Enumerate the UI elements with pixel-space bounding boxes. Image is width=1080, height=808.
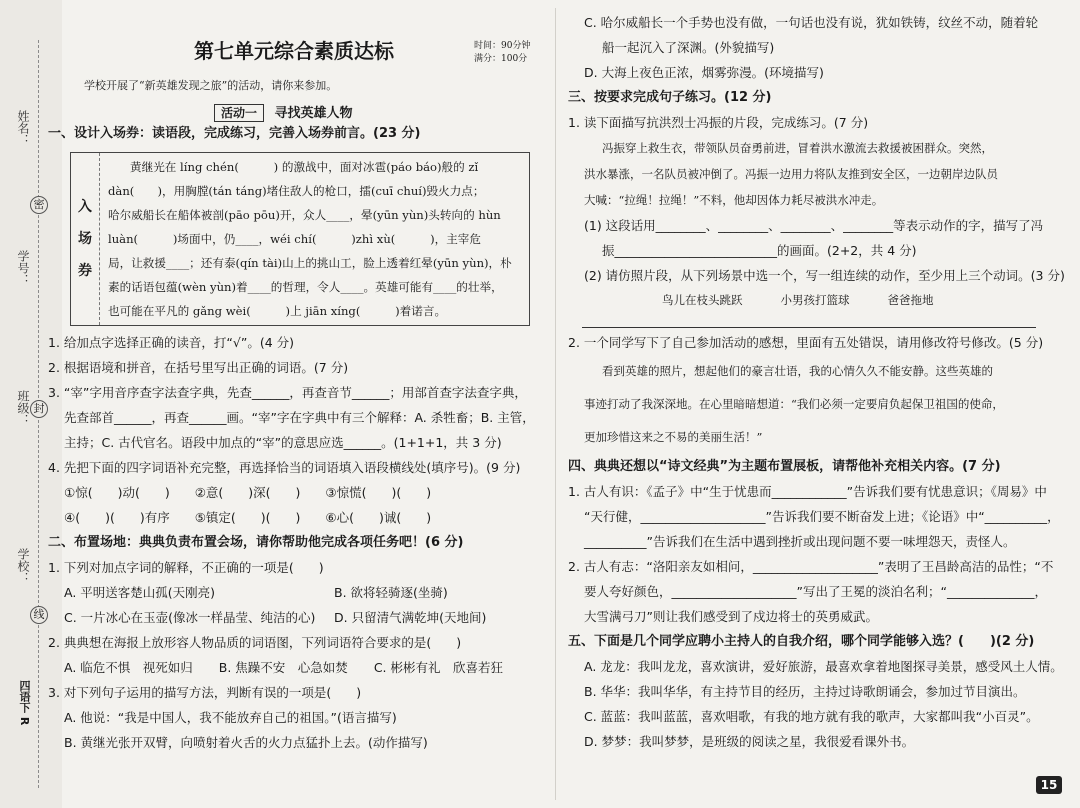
passage-line: 黄继光在 líng chén( ) 的激战中，面对冰雹(páo báo)般的 zǐ [130,160,479,174]
scene-options [568,288,1052,313]
name-label: 姓名： [16,110,30,146]
b1-options-row2 [48,605,548,630]
option-b: B. 焦躁不安 心急如焚 [218,660,348,675]
question-3-line1: 3. “宰”字用音序查字法查字典，先查______，再查音节______；用部首查字法查字典， [48,385,527,400]
class-label: 班级： [16,390,30,426]
option-c: C. 一片冰心在玉壶(像冰一样晶莹、纯洁的心) [64,610,316,625]
b-question-1: 1. 下列对加点字词的解释，不正确的一项是( ) [48,560,324,575]
d-question-2-line2: 要人夸好颜色，____________________”写出了王冕的淡泊名利；“______________， [584,584,1047,599]
question-1: 1. 给加点字选择正确的读音，打“√”。(4 分) [48,335,294,350]
e-option-d: D. 梦梦：我叫梦梦，是班级的阅读之星，我很爱看课外书。 [584,734,915,749]
passage-line: 也可能在平凡的 gǎng wèi( )上 jiān xíng( )着诺言。 [108,304,447,318]
section-3-heading: 三、按要求完成句子练习。(12 分) [568,90,772,105]
passage-line: 哈尔威船长在船体被剖(pāo pōu)开，众人____，晕(yūn yùn)头转向的 hùn [108,208,501,222]
page-divider [555,8,556,800]
section-4-heading: 四、典典还想以“诗文经典”为主题布置展板，请帮他补充相关内容。(7 分) [568,459,1001,474]
full-score: 满分：100分 [474,54,528,64]
c1-subquestion-1: (1) 这段话用________、________、________、________等表示动作的字，描写了冯 [584,218,1044,233]
c-question-1: 1. 读下面描写抗洪烈士冯振的片段，完成练习。(7 分) [568,115,869,130]
page-number: 15 [1036,776,1062,794]
c1-subquestion-2: (2) 请仿照片段，从下列场景中选一个，写一组连续的动作，至少用上三个动词。(3 分) [584,268,1065,283]
ticket-passage [100,153,520,325]
b3-option-b: B. 黄继光张开双臂，向喷射着火舌的火力点猛扑上去。(动作描写) [64,735,428,750]
question-2: 2. 根据语境和拼音，在括号里写出正确的词语。(7 分) [48,360,349,375]
b2-options [48,655,548,680]
activity-tag: 活动一 [214,104,264,122]
entry-ticket [70,152,530,326]
answer-line [582,319,1036,328]
passage-line: dàn( )，用胸膛(tán táng)堵住敌人的枪口，擂(cuī chuí)毁火力点； [108,184,485,198]
student-id-label: 学号： [16,250,30,286]
b3-option-c: C. 哈尔威船长一个手势也没有做，一句话也没有说，犹如铁铸，纹丝不动，随着轮 [584,15,1039,30]
passage-line: 冯振穿上救生衣，带领队员奋勇前进，冒着洪水激流去救援被困群众。突然， [602,141,993,155]
b3-option-c-cont: 船一起沉入了深渊。(外貌描写) [602,40,775,55]
seal-mark-feng: 封 [30,400,48,418]
seal-mark-mi: 密 [30,196,48,214]
b3-option-a: A. 他说：“我是中国人，我不能放弃自己的祖国。”(语言描写) [64,710,397,725]
section-2-heading: 二、布置场地：典典负责布置会场，请你帮助他完成各项任务吧！(6 分) [48,535,464,550]
question-3-line3: 主持；C. 古代官名。语段中加点的“宰”的意思应选______。(1+1+1，共 3 分) [64,435,502,450]
c-question-2: 2. 一个同学写下了自己参加活动的感想，里面有五处错误，请用修改符号修改。(5 分) [568,335,1044,350]
d-question-2: 2. 古人有志：“洛阳亲友如相问，____________________”表明了王昌龄高洁的品性；“不 [568,559,1054,574]
activity-name: 寻找英雄人物 [274,106,353,121]
right-column [568,15,1065,754]
d-question-2-line3: 大雪满弓刀”则让我们感受到了戍边将士的英勇威武。 [584,609,878,624]
section-1-heading: 一、设计入场券：读语段，完成练习，完善入场券前言。(23 分) [48,126,421,141]
option-c: C. 彬彬有礼 欣喜若狂 [373,660,503,675]
section-5-heading: 五、下面是几个同学应聘小主持人的自我介绍，哪个同学能够入选？( )(2 分) [568,634,1035,649]
b-question-2: 2. 典典想在海报上放形容人物品质的词语图，下列词语符合要求的是( ) [48,635,462,650]
passage-line: 局，让救援____；还有泰(qín tài)山上的挑山工，脸上透着红晕(yūn yùn)，朴 [108,256,512,270]
seal-mark-xian: 线 [30,606,48,624]
page-title: 第七单元综合素质达标 [194,39,394,63]
left-column [48,36,548,755]
d-question-1-line2: “天行健，____________________”告诉我们要不断奋发上进；《论语》中“__________， [584,509,1060,524]
scene-option: 小男孩打篮球 [780,293,850,307]
ticket-char: 场 [78,231,92,247]
activity-badge [214,102,353,121]
d-question-1-line3: __________”告诉我们在生活中遇到挫折或出现问题不要一味埋怨天，责怪人。 [584,534,1016,549]
school-label: 学校： [16,548,30,584]
scene-option: 爸爸拖地 [887,293,934,307]
c1-subquestion-1-cont: 振__________________________的画面。(2+2，共 4 分) [602,243,917,258]
brand-label: 四语下 R [18,680,31,726]
question-4-row2: ④( )( )有序 ⑤镇定( )( ) ⑥心( )诚( ) [64,510,432,525]
passage-line: 洪水暴涨，一名队员被冲倒了。冯振一边用力将队友推到安全区，一边朝岸边队员 [584,167,998,181]
b3-option-d: D. 大海上夜色正浓，烟雾弥漫。(环境描写) [584,65,824,80]
passage-line: 素的话语包蕴(wèn yùn)着____的哲理，令人____。英雄可能有____的壮举， [108,280,503,294]
question-4-row1: ①惊( )动( ) ②意( )深( ) ③惊慌( )( ) [64,485,432,500]
question-4: 4. 先把下面的四字词语补充完整，再选择恰当的词语填入语段横线处(填序号)。(9 分) [48,460,521,475]
scene-option: 鸟儿在枝头跳跃 [662,293,743,307]
passage-line: 看到英雄的照片，想起他们的豪言壮语，我的心情久久不能安静。这些英雄的 [602,364,993,378]
intro-text: 学校开展了“新英雄发现之旅”的活动，请你来参加。 [84,79,338,92]
ticket-char: 券 [78,263,92,279]
e-option-c: C. 蓝蓝：我叫蓝蓝，喜欢唱歌，有我的地方就有我的歌声，大家都叫我“小百灵”。 [584,709,1039,724]
e-option-b: B. 华华：我叫华华，有主持节目的经历，主持过诗歌朗诵会，参加过节目演出。 [584,684,1026,699]
option-b: B. 欲将轻骑逐(坐骑) [334,585,448,600]
b-question-3: 3. 对下列句子运用的描写方法，判断有误的一项是( ) [48,685,362,700]
page-header [48,36,548,66]
option-a: A. 平明送客楚山孤(天刚亮) [64,585,216,600]
option-a: A. 临危不惧 视死如归 [64,660,193,675]
ticket-label [71,153,100,325]
passage-line: 事迹打动了我深深地。在心里暗暗想道：“我们必须一定要肩负起保卫祖国的使命， [584,397,1004,411]
ticket-char: 入 [78,199,92,215]
e-option-a: A. 龙龙：我叫龙龙，喜欢演讲，爱好旅游，最喜欢拿着地图探寻美景，感受风土人情。 [584,659,1063,674]
passage-line: 更加珍惜这来之不易的美丽生活！” [584,430,763,444]
option-d: D. 只留清气满乾坤(天地间) [334,610,487,625]
passage-line: luàn( )场面中，仍____，wéi chí( )zhì xù( )，主宰危 [108,232,481,246]
passage-line: 大喊：“拉绳！拉绳！”不料，他却因体力耗尽被洪水冲走。 [584,193,884,207]
time-score-box [474,40,530,66]
time-limit: 时间：90分钟 [474,41,531,51]
d-question-1: 1. 古人有识：《孟子》中“生于忧患而____________”告诉我们要有忧患意识；《周易》中 [568,484,1047,499]
question-3-line2: 先查部首______，再查______画。“宰”字在字典中有三个解释：A. 杀牲畜；B. 主管， [64,410,535,425]
b1-options-row1 [48,580,548,605]
